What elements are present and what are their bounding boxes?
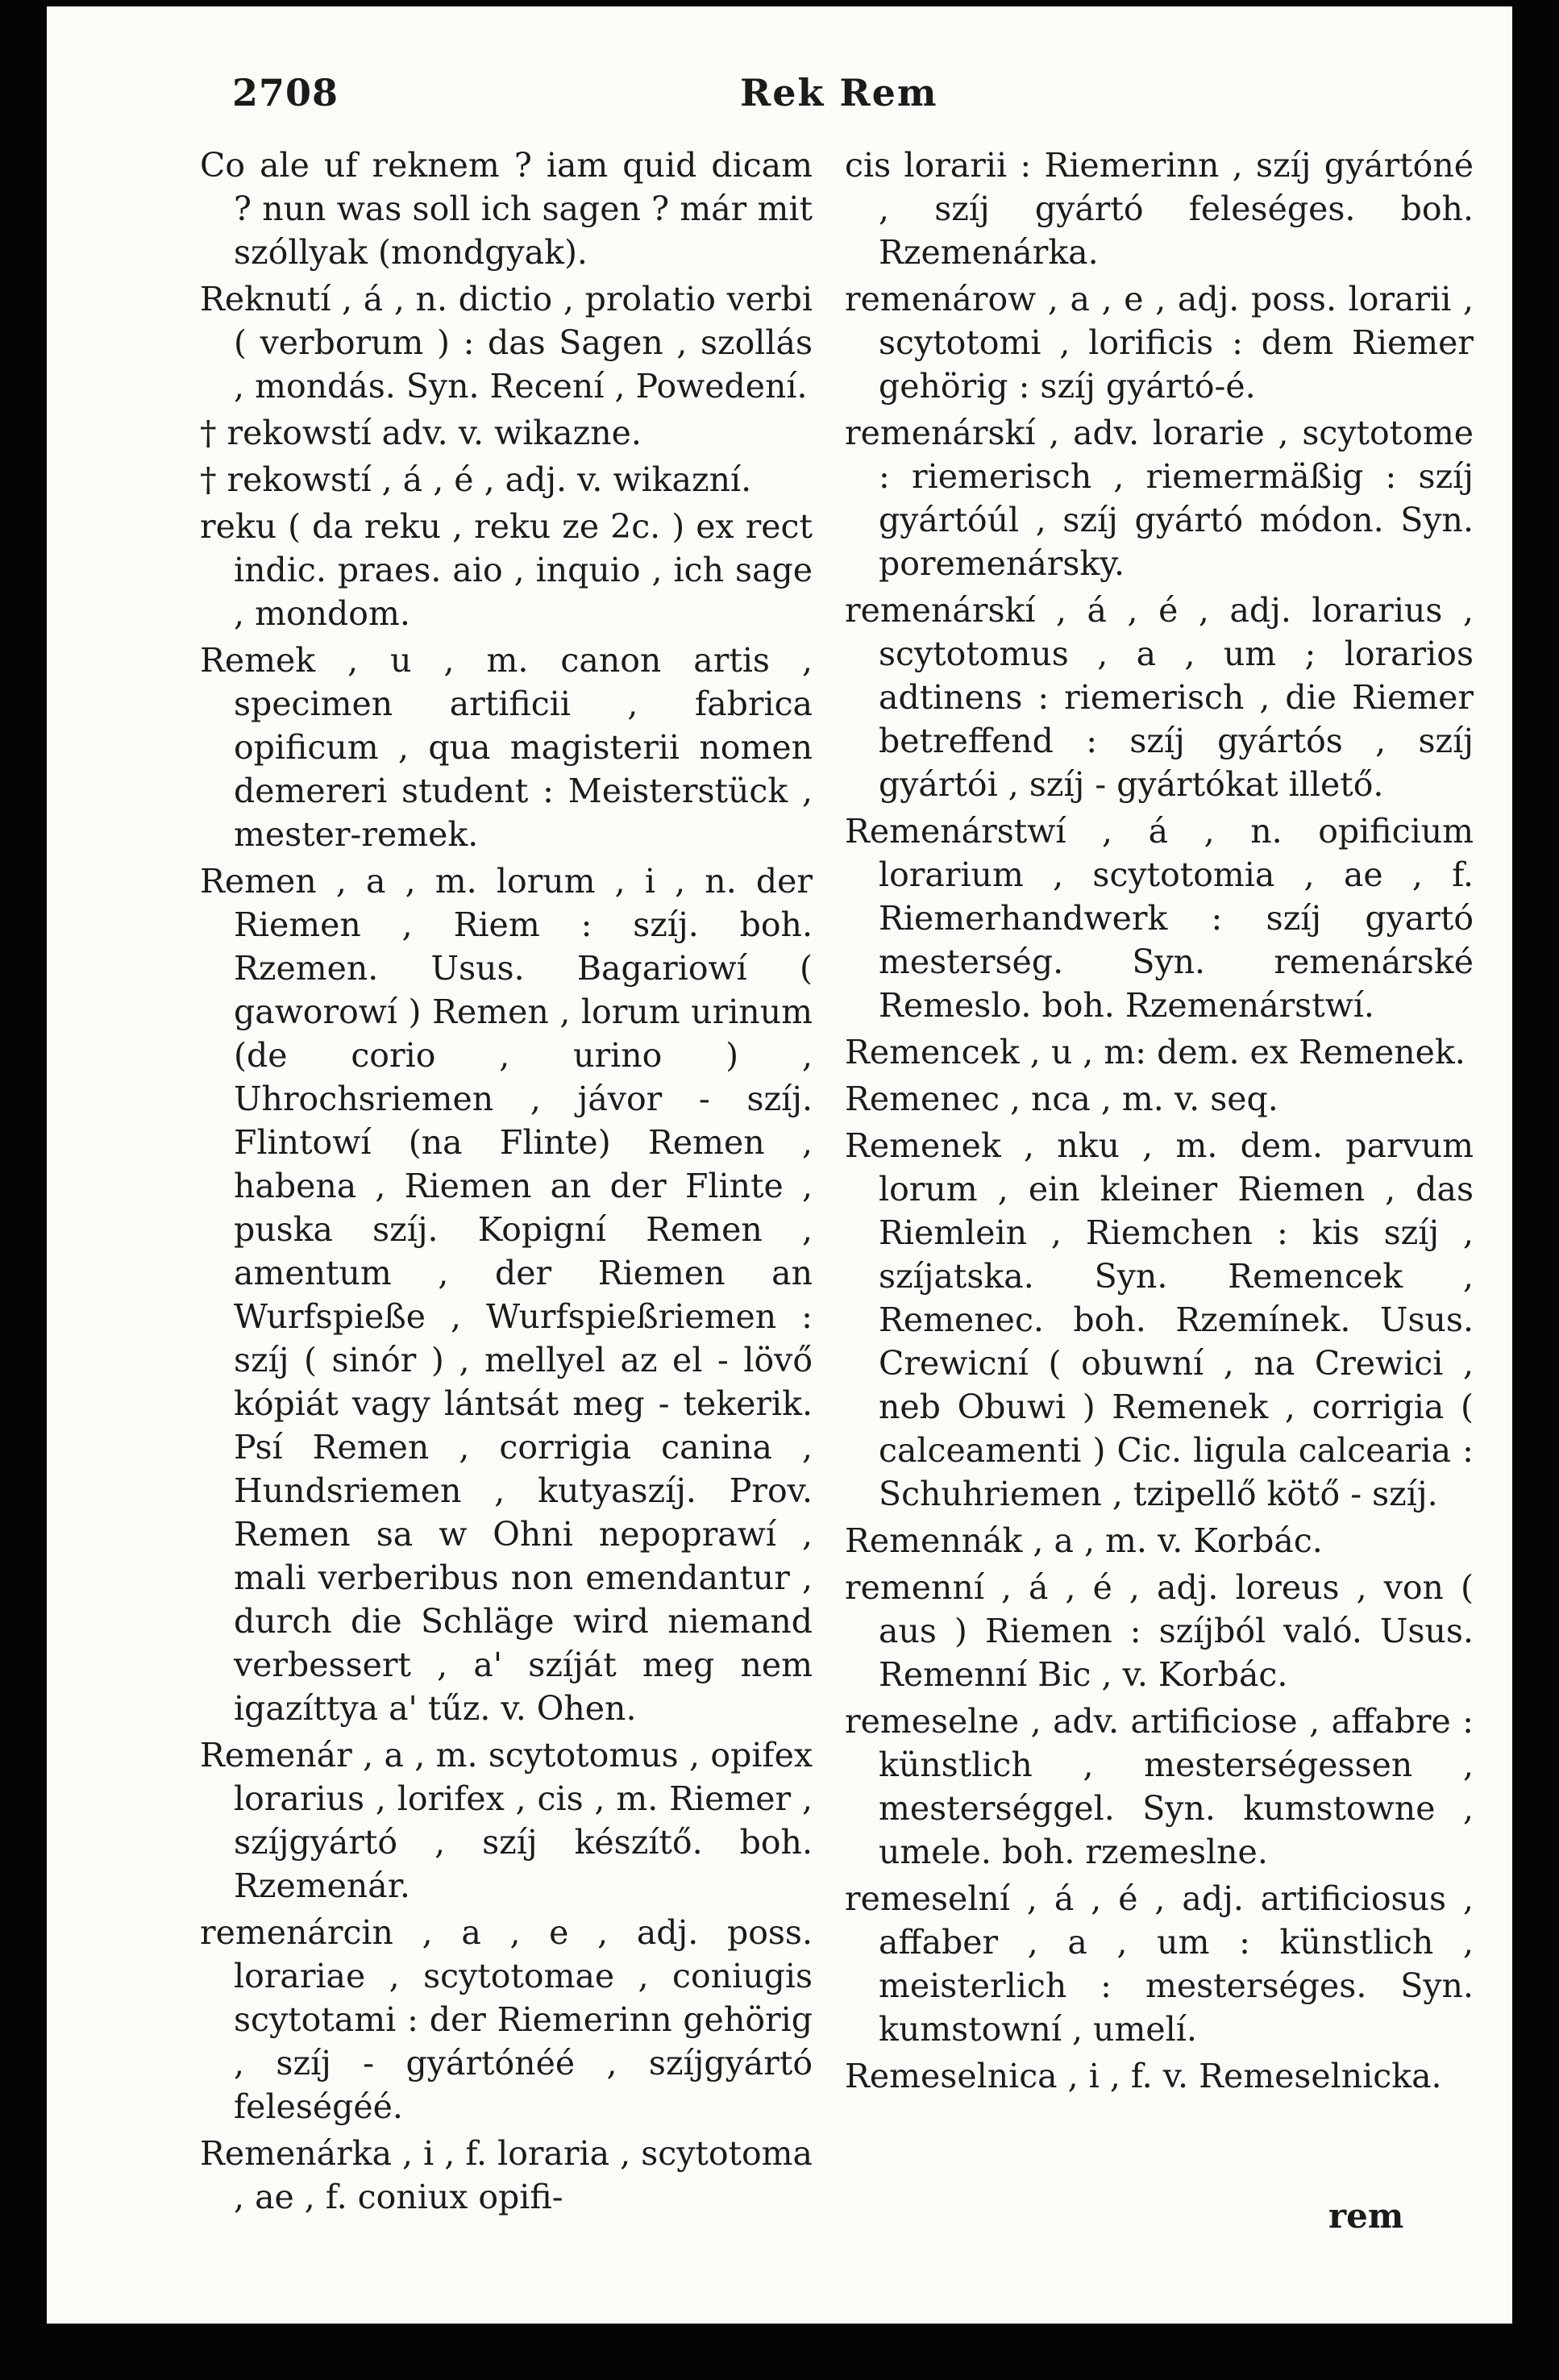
dictionary-entry: Remenárstwí , á , n. opificium lorarium , scytotomia , ae , f. Riemerhandwerk : szíj gyartó mesterség. Syn. remenárské Remeslo. boh. Rzemenárstwí. (845, 812, 1474, 1025)
scan-border-top (0, 0, 1559, 6)
dictionary-entry: reku ( da reku , reku ze 2c. ) ex rect indic. praes. aio , inquio , ich sage , mondom. (200, 507, 813, 633)
dictionary-entry: † rekowstí adv. v. wikazne. (200, 414, 642, 452)
left-column (200, 144, 813, 2222)
dictionary-entry: remenní , á , é , adj. loreus , von ( aus ) Riemen : szíjból való. Usus. Remenní Bic , v. Korbác. (845, 1568, 1474, 1694)
dictionary-entry: Remenek , nku , m. dem. parvum lorum , ein kleiner Riemen , das Riemlein , Riemchen : kis szíj , szíjatska. Syn. Remencek , Remenec. boh. Rzemínek. Usus. Crewicní ( obuwní , na Crewici , neb Obuwi ) Remenek , corrigia ( calceamenti ) Cic. ligula calcearia : Schuhriemen , tzipellő kötő - szíj. (845, 1126, 1474, 1513)
dictionary-page (47, 6, 1512, 2324)
scan-border-left (0, 0, 47, 2380)
page-header-guide-words: Rek Rem (740, 71, 938, 114)
dictionary-entry: Remen , a , m. lorum , i , n. der Riemen , Riem : szíj. boh. Rzemen. Usus. Bagariowí ( gaworowí ) Remen , lorum urinum (de corio , urino ) , Uhrochsriemen , jávor - szíj. Flintowí (na Flinte) Remen , habena , Riemen an der Flinte , puska szíj. Kopigní Remen , amentum , der Riemen an Wurfspieße , Wurfspießriemen : szíj ( sinór ) , mellyel az el - lövő kópiát vagy lántsát meg - tekerik. Psí Remen , corrigia canina , Hundsriemen , kutyaszíj. Prov. Remen sa w Ohni nepoprawí , mali verberibus non emendantur , durch die Schläge wird niemand verbessert , a' szíját meg nem igazíttya a' tűz. v. Ohen. (200, 862, 813, 1728)
dictionary-entry: cis lorarii : Riemerinn , szíj gyártóné , szíj gyártó feleséges. boh. Rzemenárka. (845, 146, 1474, 272)
dictionary-entry: Remennák , a , m. v. Korbác. (845, 1521, 1323, 1560)
dictionary-entry: Reknutí , á , n. dictio , prolatio verbi ( verborum ) : das Sagen , szollás , mondás. Syn. Recení , Powedení. (200, 280, 813, 406)
dictionary-entry: Co ale uf reknem ? iam quid dicam ? nun was soll ich sagen ? már mit szóllyak (mondgyak). (200, 146, 813, 272)
page-number: 2708 (232, 71, 339, 114)
dictionary-entry: Remenárka , i , f. loraria , scytotoma , ae , f. coniux opifi- (200, 2134, 813, 2216)
scan-border-bottom (0, 2324, 1559, 2380)
dictionary-entry: † rekowstí , á , é , adj. v. wikazní. (200, 460, 752, 499)
dictionary-entry: remenárow , a , e , adj. poss. lorarii , scytotomi , lorificis : dem Riemer gehörig : szíj gyártó-é. (845, 280, 1474, 406)
scan-border-right (1512, 0, 1559, 2380)
catchword: rem (1328, 2196, 1404, 2236)
dictionary-entry: Remek , u , m. canon artis , specimen artificii , fabrica opificum , qua magisterii nomen demereri student : Meisterstück , mester-remek. (200, 641, 813, 854)
dictionary-entry: Remenec , nca , m. v. seq. (845, 1080, 1278, 1118)
dictionary-entry: remenárcin , a , e , adj. poss. lorariae , scytotomae , coniugis scytotami : der Riemerinn gehörig , szíj - gyártónéé , szíjgyártó feleségéé. (200, 1913, 813, 2126)
dictionary-entry: remenárskí , adv. lorarie , scytotome : riemerisch , riemermäßig : szíj gyártóúl , szíj gyártó módon. Syn. poremenársky. (845, 414, 1474, 583)
dictionary-entry: remeselní , á , é , adj. artificiosus , affaber , a , um : künstlich , meisterlich : mesterséges. Syn. kumstowní , umelí. (845, 1879, 1474, 2049)
right-column (845, 144, 1474, 2101)
running-head (232, 71, 1464, 127)
dictionary-entry: remeselne , adv. artificiose , affabre : künstlich , mesterségessen , mesterséggel. Syn. kumstowne , umele. boh. rzemeslne. (845, 1702, 1474, 1871)
dictionary-entry: Remenár , a , m. scytotomus , opifex lorarius , lorifex , cis , m. Riemer , szíjgyártó , szíj készítő. boh. Rzemenár. (200, 1736, 813, 1905)
dictionary-entry: Remencek , u , m: dem. ex Remenek. (845, 1033, 1465, 1071)
dictionary-entry: remenárskí , á , é , adj. lorarius , scytotomus , a , um ; lorarios adtinens : riemerisch , die Riemer betreffend : szíj gyártós , szíj gyártói , szíj - gyártókat illető. (845, 591, 1474, 804)
dictionary-entry: Remeselnica , i , f. v. Remeselnicka. (845, 2057, 1442, 2095)
